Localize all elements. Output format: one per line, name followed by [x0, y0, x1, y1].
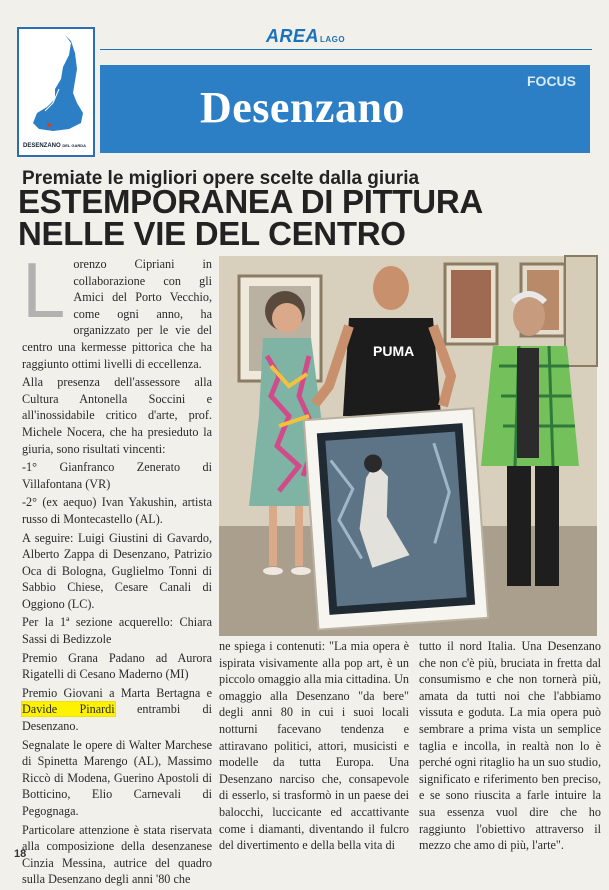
article-headline: [18, 183, 483, 252]
article-column-2: ne spiega i contenuti: "La mia opera è ispirata visivamente alla pop art, è un piccolo omaggio alla mia cittadina. Un omaggio alla Desenzano "da bere" degli anni 80 in cui i suoi locali notturni facevano tendenza e attiravano politici, attori, musicisti e modelle da tutta Europa. Una Desenzano narciso che, consapevole di esserlo, si trasformò in un paese dei balocchi, luccicante ed accattivante come i diamanti, diventando il fulcro del divertimento e della bella vita di: [219, 639, 409, 853]
page-number: 18: [14, 848, 27, 860]
header-divider: [100, 49, 592, 50]
highlighted-name: Davide Pinardi: [22, 702, 115, 717]
lake-garda-map-icon: [25, 33, 89, 137]
article-column-3: tutto il nord Italia. Una Desenzano che non c'è più, bruciata in fretta dal consumismo e che non tornerà più, amata da tutti noi che l'abbiamo vissuta e goduta. La mia opera può sembrare a prima vista un semplice taglia e incolla, in realtà non lo è perché ogni ritaglio ha un suo studio, significato e riferimento ben preciso, e se sono riuscita a farle intuire la sua essenza vuol dire che ho raggiunto l'obiettivo attraverso il mezzo che amo di più, l'arte".: [419, 639, 601, 853]
award-ceremony-photo: [219, 256, 597, 636]
paragraph-followers: A seguire: Luigi Giustini di Gavardo, Alberto Zappa di Desenzano, Patrizio Oca di Bologna, Guglielmo Tonni di Sabbio Chiese, Cesare Canali di Oggiono (LC).: [22, 530, 212, 611]
paragraph-first-prize: -1° Gianfranco Zenerato di Villafontana (VR): [22, 460, 212, 491]
paragraph-second-prize: -2° (ex aequo) Ivan Yakushin, artista russo di Montecastello (AL).: [22, 495, 212, 526]
paragraph-jury: Alla presenza dell'assessore alla Cultura Antonella Soccini e all'inossidabile critico d'arte, prof. Michele Nocera, che ha presieduto la giuria, sono risultati vincenti:: [22, 375, 212, 456]
paragraph-mentions: Segnalate le opere di Walter Marchese di Spinetta Marengo (AL), Massimo Riccò di Modena, Guerino Apostoli di Botticino, Elio Carnevali di Pegognaga.: [22, 737, 212, 818]
headline-line-2: NELLE VIE DEL CENTRO: [18, 215, 406, 252]
article-kicker: Premiate le migliori opere scelte dalla giuria: [22, 168, 420, 189]
drop-cap: L: [22, 246, 66, 334]
magazine-brand: AREALAGO: [266, 26, 346, 46]
article-column-1: [22, 246, 212, 890]
section-title: Desenzano: [200, 83, 405, 132]
paragraph-grana-padano: Premio Grana Padano ad Aurora Rigatelli di Cesano Maderno (MI): [22, 650, 212, 682]
section-tag: FOCUS: [527, 73, 576, 89]
article-photo: [219, 256, 597, 636]
headline-line-1: ESTEMPORANEA DI PITTURA: [18, 183, 483, 220]
paragraph-special: Particolare attenzione è stata riservata alla composizione della desenzanese Cinzia Messina, autrice del quadro sulla Desenzano degli anni '80 che: [22, 822, 212, 887]
desenzano-logo: [17, 27, 95, 157]
logo-caption: DESENZANO DEL GARDA: [23, 143, 87, 149]
paragraph-intro: Lorenzo Cipriani in collaborazione con gli Amici del Porto Vecchio, come ogni anno, ha organizzato per le vie del centro una kermesse pittorica che ha raggiunto ottimi livelli di eccellenza.: [22, 246, 212, 371]
paragraph-watercolor: Per la 1ª sezione acquerello: Chiara Sassi di Bedizzole: [22, 615, 212, 647]
shirt-text: PUMA: [373, 343, 415, 359]
paragraph-youth-prize: Premio Giovani a Marta Bertagna e Davide Pinardi entrambi di Desenzano.: [22, 685, 212, 734]
